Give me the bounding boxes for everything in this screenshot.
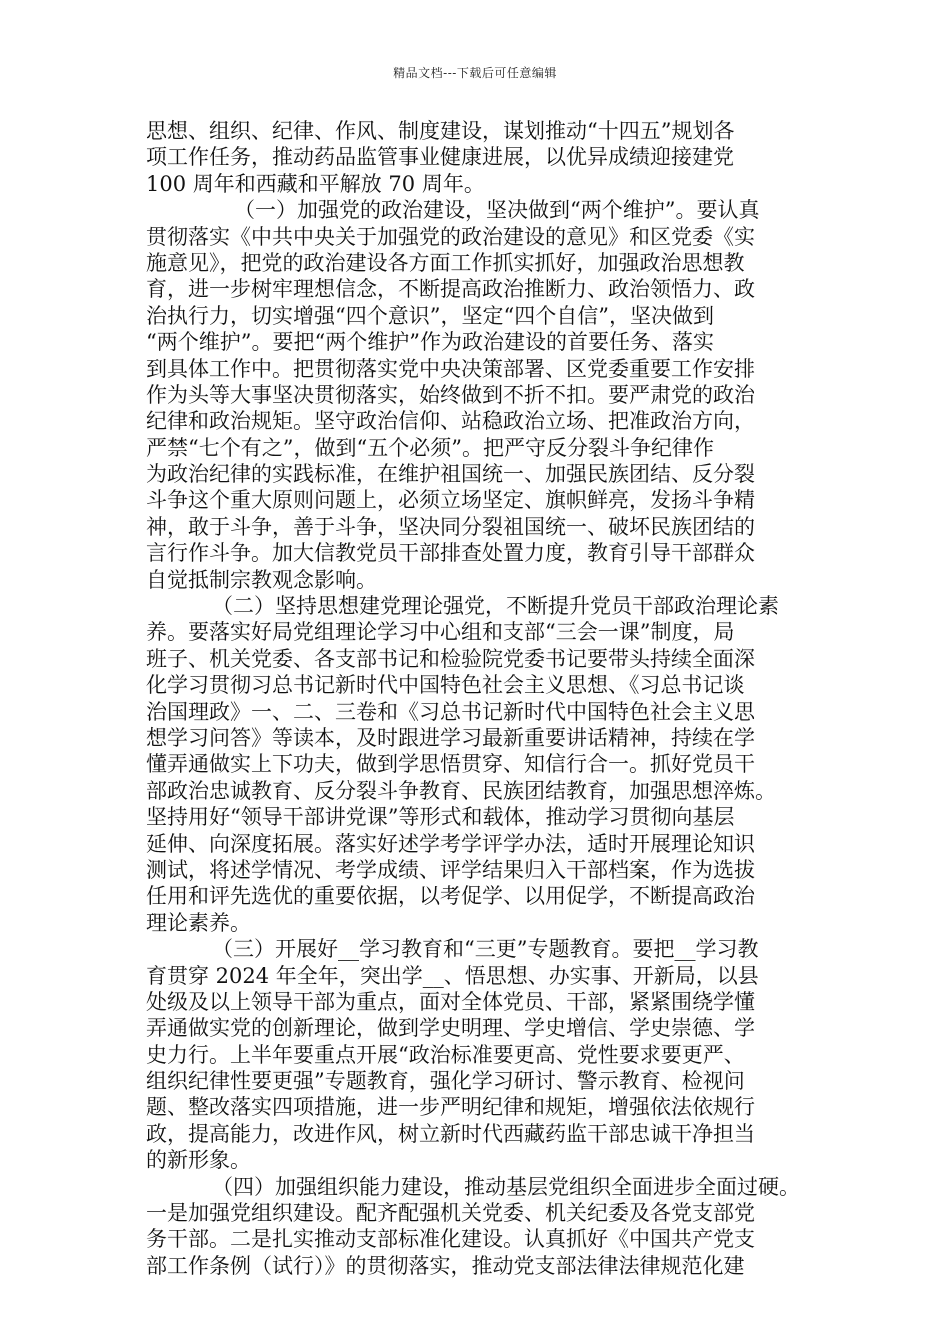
text-line: 项工作任务，推动药品监管事业健康进展，以优异成绩迎接建党 — [146, 145, 734, 170]
document-body — [146, 118, 822, 1279]
text-line: 史力行。上半年要重点开展“政治标准要更高、党性要求要更严、 — [146, 1042, 745, 1067]
text-line: 纪律和政治规矩。坚守政治信仰、站稳政治立场、把准政治方向， — [146, 409, 755, 434]
paragraph-first-line: （三）开展好__学习教育和“三更”专题教育。要把__学习教 — [212, 937, 759, 962]
text-line: 育贯穿 2024 年全年，突出学__、悟思想、办实事、开新局，以县 — [146, 963, 759, 988]
text-line: 弄通做实党的创新理论，做到学史明理、学史增信、学史崇德、学 — [146, 1016, 755, 1041]
text-line: 育，进一步树牢理想信念，不断提高政治推断力、政治领悟力、政 — [146, 277, 755, 302]
text-line: 政，提高能力，改进作风，树立新时代西藏药监干部忠诚干净担当 — [146, 1121, 755, 1146]
text-line: 为政治纪律的实践标准，在维护祖国统一、加强民族团结、反分裂 — [146, 462, 755, 487]
text-line: 化学习贯彻习总书记新时代中国特色社会主义思想、《习总书记谈 — [146, 673, 745, 698]
text-line: 务干部。二是扎实推动支部标准化建设。认真抓好《中国共产党支 — [146, 1227, 755, 1252]
text-line: 施意见》，把党的政治建设各方面工作抓实抓好，加强政治思想教 — [146, 250, 745, 275]
text-line: 思想、组织、纪律、作风、制度建设，谋划推动“十四五”规划各 — [146, 119, 735, 143]
text-line: 坚持用好“领导干部讲党课”等形式和载体，推动学习贯彻向基层 — [146, 805, 735, 830]
text-line: 100 周年和西藏和平解放 70 周年。 — [146, 171, 485, 196]
text-line: 延伸、向深度拓展。落实好述学考学评学办法，适时开展理论知识 — [146, 831, 755, 856]
text-line: 部工作条例（试行）》的贯彻落实，推动党支部法律法律规范化建 — [146, 1253, 745, 1278]
text-line: 到具体工作中。把贯彻落实党中央决策部署、区党委重要工作安排 — [146, 356, 755, 381]
text-line: 作为头等大事坚决贯彻落实，始终做到不折不扣。要严肃党的政治 — [146, 382, 755, 407]
paragraph-first-line: （四）加强组织能力建设，推动基层党组织全面进步全面过硬。 — [212, 1174, 800, 1199]
text-line: 贯彻落实《中共中央关于加强党的政治建设的意见》和区党委《实 — [146, 224, 755, 249]
text-line: “两个维护”。要把“两个维护”作为政治建设的首要任务、落实 — [146, 330, 714, 355]
text-line: 严禁“七个有之”，做到“五个必须”。把严守反分裂斗争纪律作 — [146, 435, 714, 460]
text-line: 题、整改落实四项措施，进一步严明纪律和规矩，增强依法依规行 — [146, 1095, 755, 1120]
text-line: 自觉抵制宗教观念影响。 — [146, 567, 377, 592]
text-line: 一是加强党组织建设。配齐配强机关党委、机关纪委及各党支部党 — [146, 1201, 755, 1226]
text-line: 任用和评先选优的重要依据，以考促学、以用促学，不断提高政治 — [146, 884, 755, 909]
text-line: 治执行力，切实增强“四个意识”，坚定“四个自信”，坚决做到 — [146, 303, 714, 328]
text-line: 懂弄通做实上下功夫，做到学思悟贯穿、知信行合一。抓好党员干 — [146, 752, 755, 777]
text-line: 班子、机关党委、各支部书记和检验院党委书记要带头持续全面深 — [146, 646, 755, 671]
text-line: 测试，将述学情况、考学成绩、评学结果归入干部档案，作为选拔 — [146, 857, 755, 882]
text-line: 的新形象。 — [146, 1148, 251, 1173]
text-line: 言行作斗争。加大信教党员干部排查处置力度，教育引导干部群众 — [146, 541, 755, 566]
text-line: 治国理政》一、二、三卷和《习总书记新时代中国特色社会主义思 — [146, 699, 755, 724]
text-line: 想学习问答》等读本，及时跟进学习最新重要讲话精神，持续在学 — [146, 725, 755, 750]
paragraph-first-line: （一）加强党的政治建设，坚决做到“两个维护”。要认真 — [234, 198, 760, 223]
text-line: 处级及以上领导干部为重点，面对全体党员、干部，紧紧围绕学懂 — [146, 989, 755, 1014]
text-line: 组织纪律性要更强”专题教育，强化学习研讨、警示教育、检视问 — [146, 1069, 745, 1094]
page-header: 精品文档---下载后可任意编辑 — [393, 66, 557, 80]
text-line: 斗争这个重大原则问题上，必须立场坚定、旗帜鲜亮，发扬斗争精 — [146, 488, 755, 513]
text-line: 部政治忠诚教育、反分裂斗争教育、民族团结教育，加强思想淬炼。 — [146, 778, 776, 803]
text-line: 养。要落实好局党组理论学习中心组和支部“三会一课”制度，局 — [146, 620, 735, 645]
paragraph-first-line: （二）坚持思想建党理论强党，不断提升党员干部政治理论素 — [212, 594, 779, 619]
text-line: 神，敢于斗争，善于斗争，坚决同分裂祖国统一、破坏民族团结的 — [146, 514, 755, 539]
text-line: 理论素养。 — [146, 910, 251, 935]
